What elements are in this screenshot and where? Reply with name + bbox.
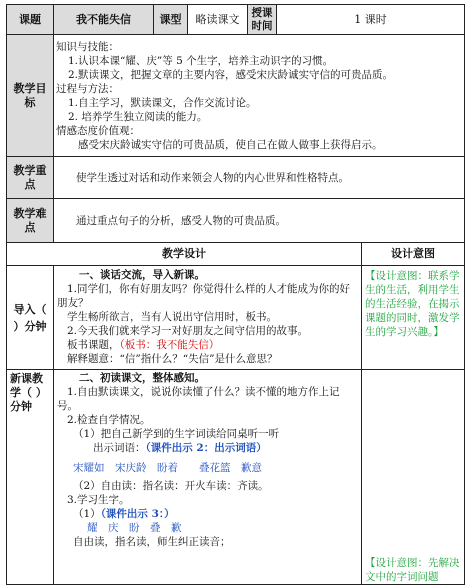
type-label: 课型 (154, 5, 188, 35)
objective-line: 情感态度价值观： (56, 124, 140, 137)
intro-line: 2.今天我们就来学习一对好朋友之间守信用的故事。 (67, 325, 309, 337)
new-lesson-line (57, 507, 358, 521)
intro-line (57, 338, 358, 352)
chars-courseware: （课件出示 3：） (100, 508, 175, 520)
intro-board-prefix: 板书课题， (67, 339, 120, 351)
difficulty-label: 教学难点 (7, 199, 54, 243)
design-header-left: 教学设计 (7, 243, 362, 266)
new-lesson-line: 2.检查自学情况。 (67, 414, 151, 426)
new-lesson-line: （2）自由读：指名读：开火车读：齐读。 (73, 480, 269, 492)
new-lesson-line: （1）把自己新学到的生字词读给同桌听一听 (73, 428, 280, 440)
type-value: 略读课文 (188, 5, 248, 35)
intro-row (7, 266, 465, 370)
new-lesson-row (7, 370, 465, 585)
lesson-plan-sheet (6, 4, 464, 584)
objective-line: 2.默读课文，把握文章的主要内容，感受宋庆龄诚实守信的可贵品质。 (68, 68, 394, 81)
intro-content (54, 266, 362, 370)
intro-line: 1.同学们，你有好朋友吗？你觉得什么样的人才能成为你的好朋友？ (57, 283, 351, 309)
objectives-row (7, 35, 465, 157)
objectives-content (54, 35, 465, 157)
intro-line: 学生畅所欲言，当有人说出守信用时，板书。 (67, 311, 277, 323)
key-point-label: 教学重点 (7, 157, 54, 199)
course-title: 我不能失信 (54, 5, 154, 35)
intro-board-text: （板书：我不能失信） (119, 339, 220, 351)
header-row (7, 5, 465, 35)
design-header-row (7, 243, 465, 266)
words-prefix: 出示词语： (93, 442, 146, 454)
design-header-right: 设计意图 (362, 243, 465, 266)
new-lesson-line: 3.学习生字。 (67, 494, 130, 506)
new-lesson-line: 自由读，指名读，师生纠正读音； (73, 536, 231, 548)
objective-line: 1.自主学习，默读课文，合作交流讨论。 (68, 96, 257, 109)
new-lesson-content (54, 370, 362, 585)
lesson-plan-table (6, 4, 465, 585)
new-lesson-line: 1.自由默读课文，说说你读懂了什么？读不懂的地方作上记号。 (57, 386, 340, 412)
intro-title: 一、谈话交流，导入新课。 (79, 269, 205, 281)
hours-value: 1 课时 (277, 5, 465, 35)
objective-line: 知识与技能： (56, 40, 119, 53)
new-lesson-title: 二、初读课文，整体感知。 (79, 372, 205, 384)
difficulty-row (7, 199, 465, 243)
words-courseware: （课件出示 2：出示词语） (145, 442, 267, 454)
objective-line: 2. 培养学生独立阅读的能力。 (68, 110, 208, 123)
intro-design-note: 【设计意图：联系学生的生活，利用学生的生活经验，在揭示课题的同时，激发学生的学习兴趣。】 (362, 266, 465, 370)
chars-prefix: （1） (73, 508, 101, 520)
objective-line: 感受宋庆龄诚实守信的可贵品质，使自己在做人做事上获得启示。 (78, 138, 383, 151)
new-characters: 耀 庆 盼 叠 歉 (87, 522, 182, 534)
key-point-row (7, 157, 465, 199)
key-point-text: 使学生透过对话和动作来领会人物的内心世界和性格特点。 (54, 157, 465, 199)
difficulty-text: 通过重点句子的分析，感受人物的可贵品质。 (54, 199, 465, 243)
new-lesson-label: 新课教学（ ）分钟 (7, 370, 54, 585)
objective-line: 1.认识本课“耀、庆”等 5 个生字，培养主动识字的习惯。 (68, 54, 334, 67)
objective-line: 过程与方法： (56, 82, 119, 95)
vocabulary-words: 宋耀如 宋庆龄 盼着 叠花篮 歉意 (73, 462, 262, 474)
intro-line: 解释题意：“信”指什么？“失信”是什么意思？ (67, 353, 278, 365)
intro-label: 导入（ ）分钟 (7, 266, 54, 370)
new-lesson-line (57, 441, 358, 455)
hours-label: 授课时间 (248, 5, 277, 35)
course-label: 课题 (7, 5, 54, 35)
objectives-label: 教学目标 (7, 35, 54, 157)
new-lesson-design-note: 【设计意图：先解决文中的字词问题 (362, 370, 465, 585)
